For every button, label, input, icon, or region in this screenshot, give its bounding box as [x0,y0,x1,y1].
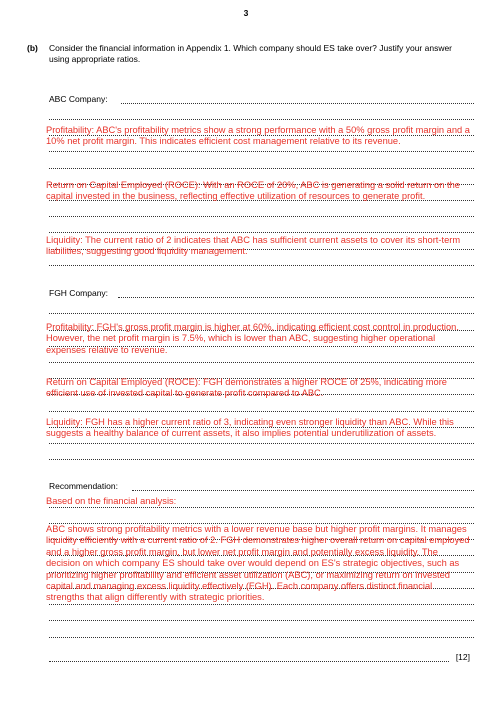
answer-line [49,168,474,169]
page-number: 3 [243,8,249,18]
answer-line [49,216,474,217]
answer-line [49,661,449,662]
answer-line [49,443,474,444]
recommendation-heading: Recommendation: [49,481,118,491]
abc-heading: ABC Company: [49,94,108,104]
fgh-profitability: Profitability: FGH's gross profit margin is higher at 60%, indicating efficient cost control in production. However, the net profit margin is 7.5%, which is lower than ABC, suggesting higher operational expenses relative to revenue. [46,322,459,355]
answer-line [49,604,474,605]
recommendation-heading-row [49,481,118,491]
answer-line [49,459,474,460]
answer-line [49,232,474,233]
answer-line [49,637,474,638]
fgh-heading-dotline [118,297,474,298]
recommendation-intro: Based on the financial analysis: [46,496,177,506]
abc-liquidity: Liquidity: The current ratio of 2 indicates that ABC has sufficient current assets to cover its short-term liabilities, suggesting good liquidity management. [46,235,461,257]
fgh-heading: FGH Company: [49,288,109,298]
abc-roce: Return on Capital Employed (ROCE): With an ROCE of 20%, ABC is generating a solid return on the capital invested in the business, reflecting effective utilization of resources to generate profit. [46,180,460,202]
recommendation-body: ABC shows strong profitability metrics with a lower revenue base but higher profit margins. It manages liquidity efficiently with a current ratio of 2. FGH demonstrates higher overall return on capital employed and a higher gross profit margin, but lower net profit margin and potentially excess liquidity. The decision on which company ES should take over would depend on ES's strategic objectives, such as prioritizing higher profitability and efficient asset utilization (ABC), or maximizing return on invested capital and managing excess liquidity effectively (FGH). Each company offers distinct financial strengths that align differently with strategic priorities. [46,524,470,603]
question-label: (b) [27,43,38,53]
answer-line [49,265,474,266]
fgh-roce: Return on Capital Employed (ROCE): FGH demonstrates a higher ROCE of 25%, indicating more efficient use of invested capital to generate profit compared to ABC. [46,377,447,399]
answer-line [49,362,474,363]
answer-line [49,313,474,314]
abc-heading-row [49,94,108,104]
answer-line [49,151,474,152]
answer-line [49,411,474,412]
fgh-liquidity: Liquidity: FGH has a higher current ratio of 3, indicating even stronger liquidity than ABC. While this suggests a healthy balance of current assets, it also implies potential underutilization of assets. [46,417,454,439]
question-text: Consider the financial information in Appendix 1. Which company should ES take over? Justify your answer using appropriate ratios. [49,43,453,64]
abc-heading-dotline [121,103,474,104]
recommendation-heading-dotline [132,490,474,491]
answer-line [49,119,474,120]
abc-profitability: Profitability: ABC's profitability metrics show a strong performance with a 50% gross profit margin and a 10% net profit margin. This indicates efficient cost management relative to its revenue. [46,125,470,147]
answer-line [49,620,474,621]
fgh-heading-row [49,288,108,298]
marks: [12] [455,652,470,662]
